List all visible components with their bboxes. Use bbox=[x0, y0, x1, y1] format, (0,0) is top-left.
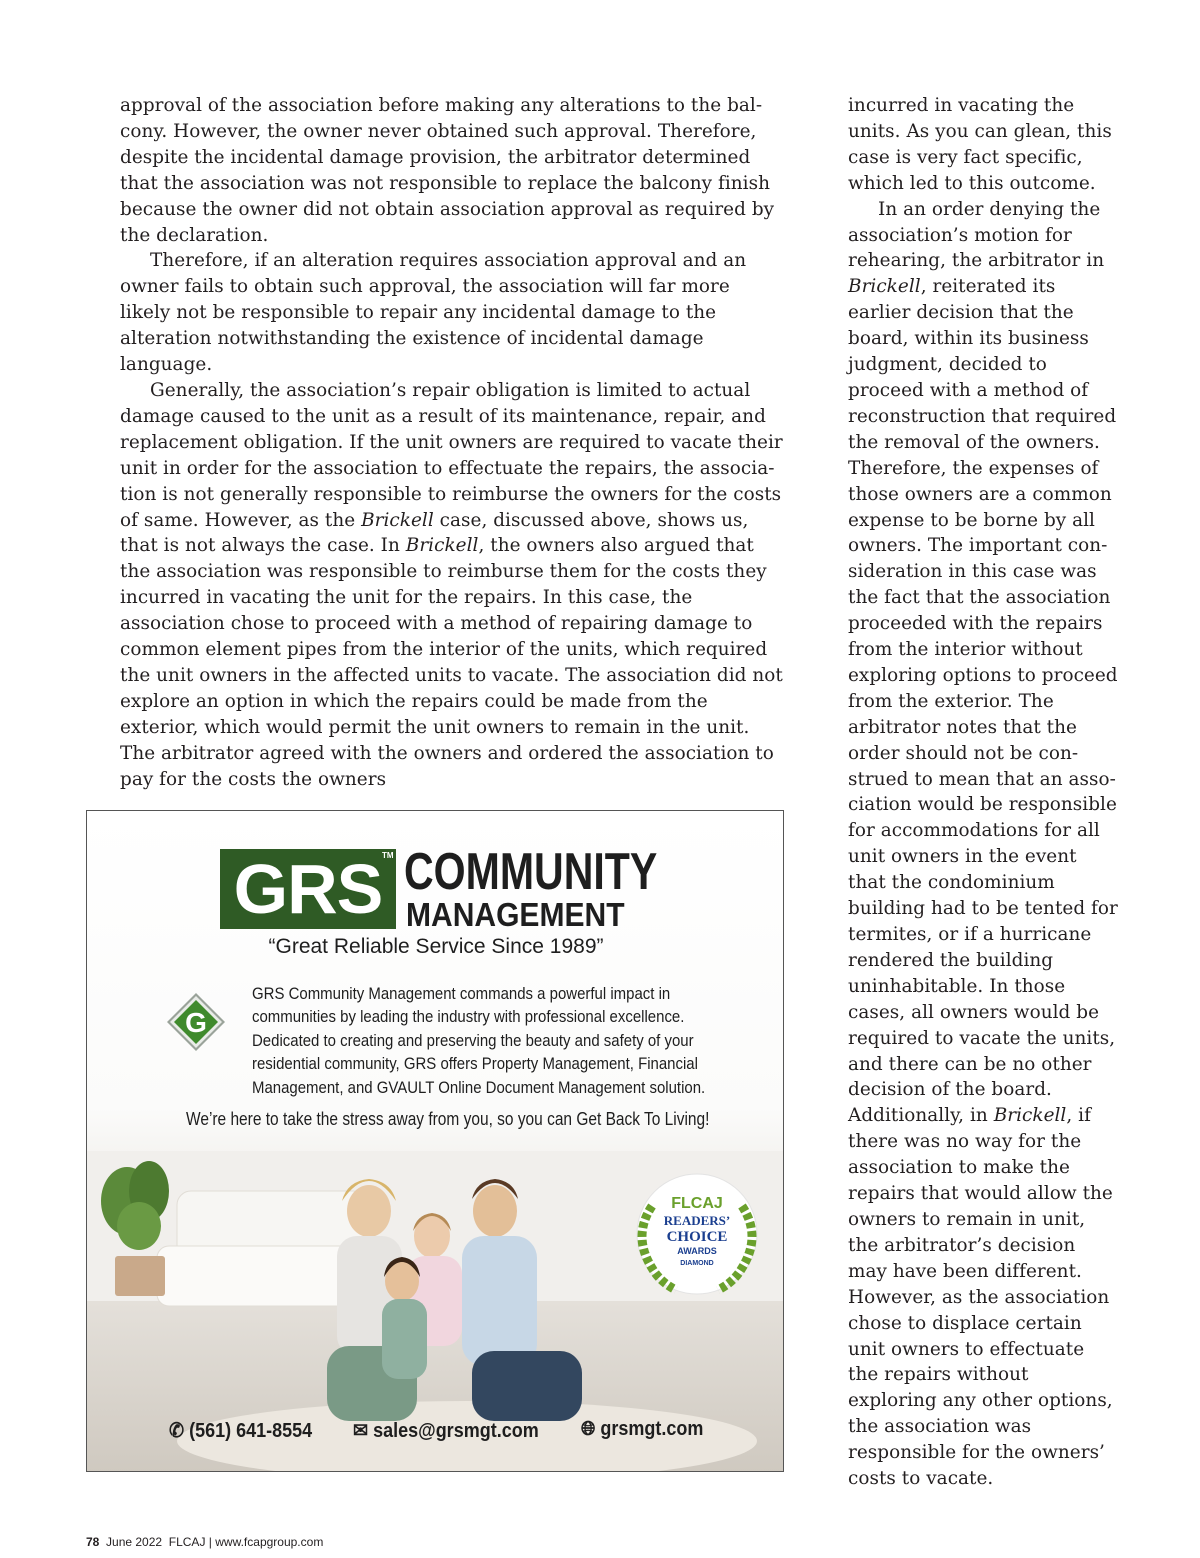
paragraph-text: , if there was no way for the association to make the repairs that would allow the owners to remain in unit, the arbitrator’s decision may have been different. However, as the association chose to displace certain unit owners to effectuate the repairs without exploring any other options, the association was responsible for the owners’ costs to vacate. bbox=[848, 1105, 1113, 1490]
badge-choice: CHOICE bbox=[666, 1229, 728, 1245]
page-footer bbox=[86, 1535, 323, 1549]
website-address: grsmgt.com bbox=[600, 1418, 704, 1440]
phone-number: (561) 641-8554 bbox=[189, 1420, 313, 1442]
grs-advertisement bbox=[86, 810, 784, 1472]
paragraph bbox=[848, 197, 1120, 1492]
grs-g-icon bbox=[165, 991, 227, 1053]
ad-description: GRS Community Management commands a powerful impact in communities by leading the industry with professional excellence. Dedicated to creating and preserving the beauty and safety of your residential community, GRS offers Property Management, Financial Management, and GVAULT Online Document Management solution. bbox=[252, 984, 706, 1097]
trademark-mark: TM bbox=[382, 851, 394, 860]
issue-date: June 2022 bbox=[106, 1535, 163, 1549]
paragraph-text: Generally, the association’s repair obligation is limited to actual damage caused to the unit as a result of its maintenance, repair, and replacement obligation. If the unit owners are required to vacate their unit in order for the association to effectuate the repairs, the association is not generally responsible to reimburse the owners for the costs of same. However, as the bbox=[120, 379, 783, 531]
email-address: sales@grsmgt.com bbox=[373, 1420, 539, 1442]
logo-letters: GRS bbox=[220, 849, 396, 929]
paragraph-text: , the owners also argued that the association was responsible to reimburse them for the costs they incurred in vacating the unit for the repairs. In this case, the association chose to proceed with a method of repairing damage to common element pipes from the interior of the units, which required the unit owners in the affected units to vacate. The association did not explore an option in which the repairs could be made from the exterior, which would permit the unit owners to remain in the unit. The arbitrator agreed with the owners and ordered the association to pay for the costs the owners bbox=[120, 535, 783, 790]
paragraph-text: , reiterated its earlier decision that the board, within its business judgment, decided to proceed with a method of reconstruction that required the removal of the owners. Therefore, the expenses of those owners are a common expense to be borne by all owners. The important consideration in this case was the fact that the association proceeded with the repairs from the interior without exploring options to proceed from the exterior. The arbitrator notes that the order should not be construed to mean that an association would be responsible for accommodations for all unit owners in the event that the condominium building had to be tented for termites, or if a hurricane rendered the building uninhabitable. In those cases, all owners would be required to vacate the units, and there can be no other decision of the board. Additionally, in bbox=[848, 276, 1118, 1127]
logo-community: COMMUNITY bbox=[404, 843, 658, 901]
paragraph: Therefore, if an alteration requires association approval and an owner fails to obtain such approval, the association will far more likely not be responsible to repair any incidental damage to the alteration notwithstanding the existence of incidental damage language. bbox=[120, 250, 747, 376]
badge-diamond: DIAMOND bbox=[680, 1260, 714, 1267]
ad-tagline: “Great Reliable Service Since 1989” bbox=[268, 935, 604, 958]
page-number: 78 bbox=[86, 1535, 100, 1549]
ad-website[interactable] bbox=[581, 1418, 703, 1441]
envelope-icon: ✉ bbox=[353, 1420, 369, 1442]
paragraph bbox=[120, 378, 784, 793]
ad-phone[interactable] bbox=[169, 1418, 312, 1443]
paragraph: incurred in vacating the units. As you can glean, this case is very fact specific, which led to this outcome. bbox=[848, 95, 1112, 194]
publication-name: FLCAJ bbox=[168, 1535, 206, 1549]
case-name: Brickell bbox=[848, 276, 921, 298]
ad-call-to-action: We’re here to take the stress away from you, so you can Get Back To Living! bbox=[186, 1109, 710, 1129]
side-article-column bbox=[848, 93, 1120, 1492]
logo-management: MANAGEMENT bbox=[406, 896, 625, 933]
case-name: Brickell bbox=[993, 1105, 1067, 1127]
paragraph: approval of the association before making any alterations to the balcony. However, the owner never obtained such approval. Therefore, despite the incidental damage provision, the arbitrator determined that the association was not responsible to replace the balcony finish because the owner did not obtain association approval as required by the declaration. bbox=[120, 95, 775, 246]
case-name: Brickell bbox=[361, 509, 434, 531]
badge-readers: READERS’ bbox=[663, 1213, 731, 1228]
badge-awards: AWARDS bbox=[677, 1246, 717, 1256]
badge-flcaj: FLCAJ bbox=[671, 1195, 723, 1212]
globe-icon: 🌐︎ bbox=[581, 1418, 596, 1440]
ad-contact-bar bbox=[87, 1414, 784, 1450]
paragraph-text: case, discussed above, shows us, that is not always the case. In bbox=[120, 509, 749, 557]
g-icon-letter: G bbox=[185, 1007, 207, 1038]
ad-email[interactable] bbox=[353, 1418, 539, 1443]
phone-icon: ✆ bbox=[169, 1420, 185, 1442]
footer-separator: | bbox=[208, 1535, 212, 1549]
paragraph-text: In an order denying the association’s motion for rehearing, the arbitrator in bbox=[848, 198, 1105, 272]
footer-url[interactable]: www.fcapgroup.com bbox=[215, 1535, 324, 1549]
case-name: Brickell bbox=[405, 535, 479, 557]
main-article-column bbox=[120, 93, 784, 792]
readers-choice-badge bbox=[637, 1174, 757, 1294]
